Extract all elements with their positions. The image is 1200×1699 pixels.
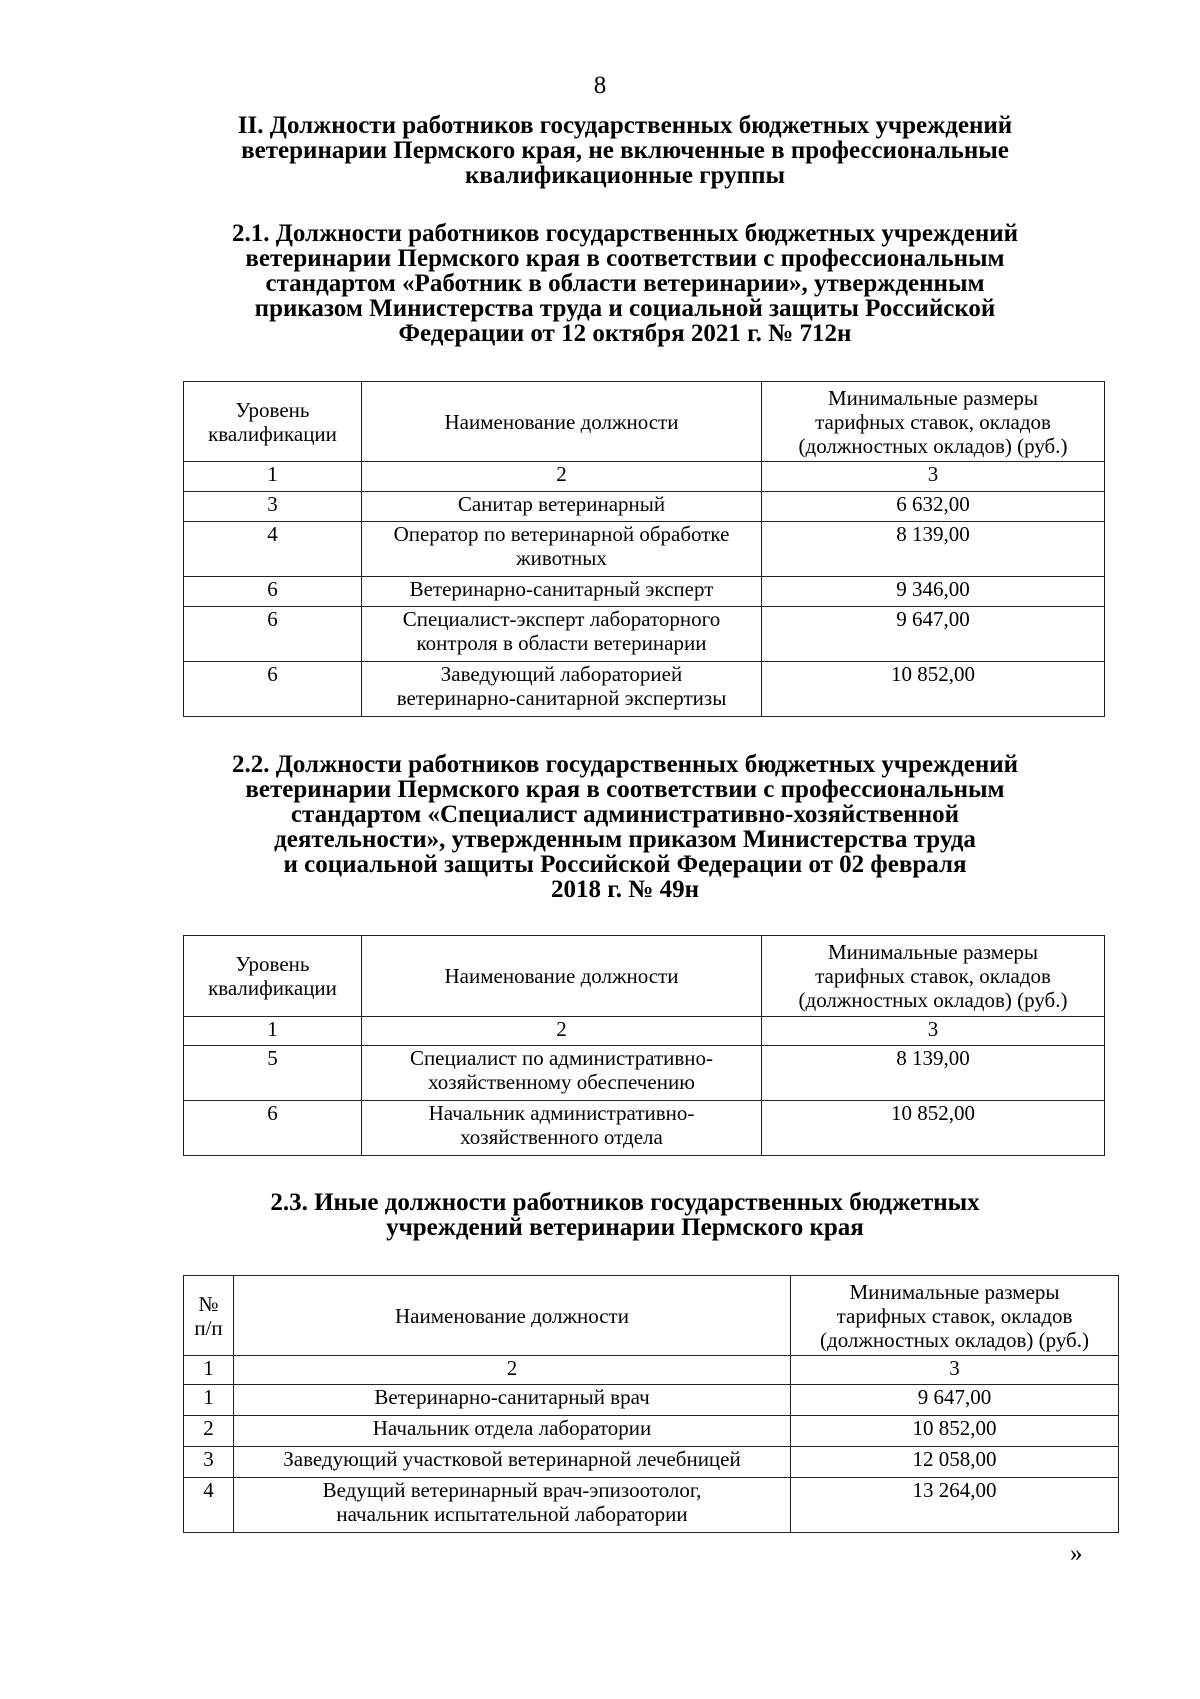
level-cell: 6: [184, 1101, 362, 1156]
header-position: Наименование должности: [362, 936, 762, 1017]
column-number: 1: [184, 1356, 234, 1385]
position-cell: Специалист по административно- хозяйственному обеспечению: [362, 1046, 762, 1101]
table-row: [184, 522, 1105, 577]
subsection-heading-line: ветеринарии Пермского края в соответствии с профессиональным: [245, 245, 1005, 272]
level-cell: 4: [184, 522, 362, 577]
table-row: [184, 662, 1105, 717]
subsection-heading-line: 2.2. Должности работников государственных бюджетных учреждений: [231, 751, 1019, 778]
position-cell: Заведующий участковой ветеринарной лечебницей: [234, 1447, 791, 1478]
position-cell: Заведующий лабораторией ветеринарно-санитарной экспертизы: [362, 662, 762, 717]
header-position: Наименование должности: [234, 1276, 791, 1356]
page-number: 8: [593, 72, 607, 99]
salary-cell: 9 647,00: [791, 1385, 1119, 1416]
level-cell: 5: [184, 1046, 362, 1101]
subsection-heading-line: 2.3. Иные должности работников государственных бюджетных: [270, 1189, 980, 1216]
header-salary: Минимальные размеры тарифных ставок, окладов (должностных окладов) (руб.): [762, 382, 1105, 462]
position-cell: Ветеринарно-санитарный эксперт: [362, 577, 762, 607]
header-salary: Минимальные размеры тарифных ставок, окладов (должностных окладов) (руб.): [791, 1276, 1119, 1356]
salary-cell: 8 139,00: [762, 1046, 1105, 1101]
subsection-heading-line: 2.1. Должности работников государственных бюджетных учреждений: [231, 220, 1019, 247]
subsection-heading-line: приказом Министерства труда и социальной защиты Российской: [254, 295, 996, 322]
number-cell: 3: [184, 1447, 234, 1478]
table-row: [184, 1046, 1105, 1101]
position-cell: Специалист-эксперт лабораторного контроля в области ветеринарии: [362, 607, 762, 662]
column-number-row: [184, 1017, 1105, 1046]
level-cell: 6: [184, 607, 362, 662]
table-row: [184, 1385, 1119, 1416]
header-salary: Минимальные размеры тарифных ставок, окладов (должностных окладов) (руб.): [762, 936, 1105, 1017]
salary-cell: 10 852,00: [762, 1101, 1105, 1156]
positions-table-2: [183, 935, 1105, 1156]
table-row: [184, 1101, 1105, 1156]
column-number: 1: [184, 1017, 362, 1046]
subsection-heading-line: Федерации от 12 октября 2021 г. № 712н: [398, 320, 852, 347]
salary-cell: 12 058,00: [791, 1447, 1119, 1478]
table-header-row: [184, 1276, 1119, 1356]
section-heading: [160, 113, 1090, 188]
table-header-row: [184, 382, 1105, 462]
table-header-row: [184, 936, 1105, 1017]
column-number: 2: [362, 1017, 762, 1046]
salary-cell: 6 632,00: [762, 492, 1105, 522]
subsection-heading-line: и социальной защиты Российской Федерации от 02 февраля: [283, 851, 967, 878]
subsection-heading-line: 2018 г. № 49н: [550, 876, 700, 903]
column-number: 3: [762, 1017, 1105, 1046]
level-cell: 3: [184, 492, 362, 522]
section-heading-line: квалификационные группы: [464, 162, 786, 189]
subsection-heading-line: стандартом «Работник в области ветеринарии», утвержденным: [265, 270, 985, 297]
number-cell: 4: [184, 1478, 234, 1533]
column-number-row: [184, 1356, 1119, 1385]
table-row: [184, 607, 1105, 662]
subsection-heading-line: деятельности», утвержденным приказом Министерства труда: [274, 826, 976, 853]
position-cell: Санитар ветеринарный: [362, 492, 762, 522]
table-row: [184, 492, 1105, 522]
subsection-heading-line: ветеринарии Пермского края в соответствии с профессиональным: [245, 776, 1005, 803]
header-number: № п/п: [184, 1276, 234, 1356]
table-row: [184, 1416, 1119, 1447]
salary-cell: 10 852,00: [762, 662, 1105, 717]
subsection-heading-line: стандартом «Специалист административно-хозяйственной: [290, 801, 960, 828]
salary-cell: 10 852,00: [791, 1416, 1119, 1447]
header-level: Уровень квалификации: [184, 936, 362, 1017]
subsection-1-heading: [160, 221, 1090, 346]
section-heading-line: II. Должности работников государственных бюджетных учреждений: [237, 112, 1013, 139]
table-row: [184, 1478, 1119, 1533]
position-cell: Оператор по ветеринарной обработке животных: [362, 522, 762, 577]
header-position: Наименование должности: [362, 382, 762, 462]
section-heading-line: ветеринарии Пермского края, не включенные в профессиональные: [241, 137, 1009, 164]
table-row: [184, 1447, 1119, 1478]
positions-table-3: [183, 1275, 1119, 1533]
number-cell: 2: [184, 1416, 234, 1447]
level-cell: 6: [184, 577, 362, 607]
position-cell: Начальник отдела лаборатории: [234, 1416, 791, 1447]
column-number: 1: [184, 462, 362, 492]
column-number: 3: [791, 1356, 1119, 1385]
level-cell: 6: [184, 662, 362, 717]
subsection-3-heading: [160, 1190, 1090, 1240]
table-row: [184, 577, 1105, 607]
column-number-row: [184, 462, 1105, 492]
column-number: 3: [762, 462, 1105, 492]
salary-cell: 8 139,00: [762, 522, 1105, 577]
position-cell: Ведущий ветеринарный врач-эпизоотолог, начальник испытательной лаборатории: [234, 1478, 791, 1533]
salary-cell: 13 264,00: [791, 1478, 1119, 1533]
salary-cell: 9 346,00: [762, 577, 1105, 607]
position-cell: Начальник административно- хозяйственного отдела: [362, 1101, 762, 1156]
closing-quote: »: [1070, 1540, 1083, 1567]
subsection-heading-line: учреждений ветеринарии Пермского края: [386, 1214, 864, 1241]
number-cell: 1: [184, 1385, 234, 1416]
subsection-2-heading: [160, 752, 1090, 902]
column-number: 2: [362, 462, 762, 492]
column-number: 2: [234, 1356, 791, 1385]
header-level: Уровень квалификации: [184, 382, 362, 462]
position-cell: Ветеринарно-санитарный врач: [234, 1385, 791, 1416]
positions-table-1: [183, 381, 1105, 717]
salary-cell: 9 647,00: [762, 607, 1105, 662]
